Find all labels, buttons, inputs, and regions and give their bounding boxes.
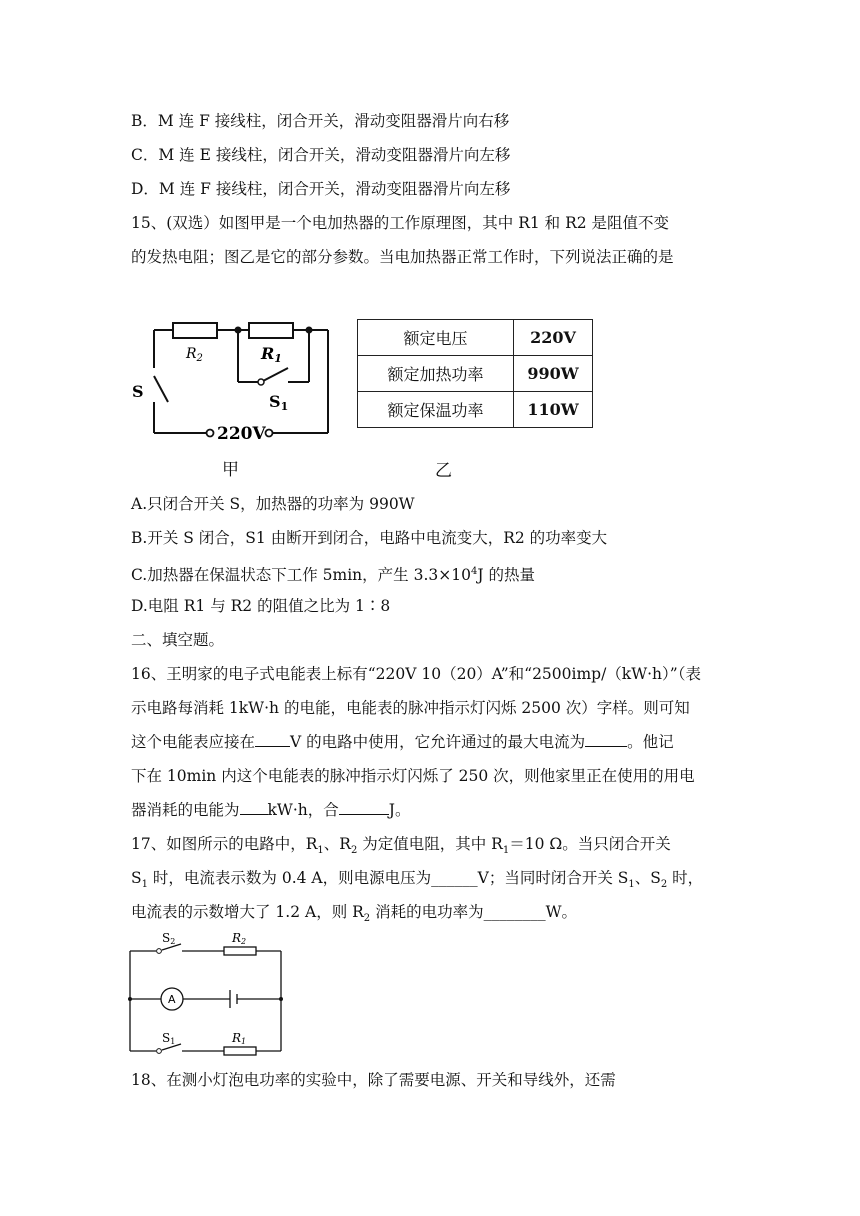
answer-blank[interactable] xyxy=(255,732,290,747)
r2-label: R2 xyxy=(232,931,247,946)
q16-line2: 示电路每消耗 1kW·h 的电能，电能表的脉冲指示灯闪烁 2500 次）字样。则可知 xyxy=(131,699,690,717)
s1-label: S1 xyxy=(162,1031,176,1046)
param-key: 额定加热功率 xyxy=(358,356,514,392)
heater-circuit-diagram xyxy=(128,318,338,443)
option-b-prev: B．M 连 F 接线柱，闭合开关，滑动变阻器滑片向右移 xyxy=(131,112,510,130)
option-c-prev: C．M 连 E 接线柱，闭合开关，滑动变阻器滑片向左移 xyxy=(131,146,511,164)
param-value: 990W xyxy=(514,356,593,392)
q16-line4: 下在 10min 内这个电能表的脉冲指示灯闪烁了 250 次，则他家里正在使用的用电 xyxy=(131,767,695,785)
param-value: 110W xyxy=(514,392,593,428)
resistor-r2 xyxy=(224,947,256,955)
s-label: S xyxy=(132,382,144,401)
q15-option-a: A.只闭合开关 S，加热器的功率为 990W xyxy=(131,495,415,513)
param-key: 额定保温功率 xyxy=(358,392,514,428)
answer-blank[interactable] xyxy=(585,732,627,747)
s2-label: S2 xyxy=(162,931,176,946)
q16-line3: 这个电能表应接在 V 的电路中使用，它允许通过的最大电流为 。他记 xyxy=(131,733,674,751)
answer-blank[interactable] xyxy=(240,800,268,815)
table-row xyxy=(358,356,593,392)
q17-line3: 电流表的示数增大了 1.2 A，则 $R_2$ 消耗的电功率为________W。 xyxy=(131,903,578,925)
switch-s1 xyxy=(263,368,288,381)
q16-line5: 器消耗的电能为 kW·h，合 J。 xyxy=(131,801,411,819)
option-d-prev: D．M 连 F 接线柱，闭合开关，滑动变阻器滑片向左移 xyxy=(131,180,511,198)
table-row xyxy=(358,392,593,428)
param-value: 220V xyxy=(514,320,593,356)
q17-line2: $S_1$ 时，电流表示数为 0.4 A，则电源电压为______V；当同时闭合开关 $S_1$、$S_2$ 时， xyxy=(131,869,704,891)
q15-option-d: D.电阻 R1 与 R2 的阻值之比为 1∶8 xyxy=(131,597,391,615)
table-row xyxy=(358,320,593,356)
parameter-table xyxy=(357,319,593,428)
answer-blank[interactable] xyxy=(339,800,389,815)
voltage-label: 220V xyxy=(217,424,266,443)
q15-line1: 15、(双选）如图甲是一个电加热器的工作原理图，其中 R1 和 R2 是阻值不变 xyxy=(131,214,670,232)
q15-option-c: C.加热器在保温状态下工作 5min，产生 $3.3\times 10^4J$ 的热量 xyxy=(131,566,535,585)
param-key: 额定电压 xyxy=(358,320,514,356)
q15-option-b: B.开关 S 闭合，S1 由断开到闭合，电路中电流变大，R2 的功率变大 xyxy=(131,529,608,547)
r1-label: R1 xyxy=(261,344,282,365)
q15-line2: 的发热电阻；图乙是它的部分参数。当电加热器正常工作时，下列说法正确的是 xyxy=(131,248,674,266)
q16-line1: 16、王明家的电子式电能表上标有“220V 10（20）A”和“2500imp/（kW·h）”（表 xyxy=(131,665,701,683)
resistor-r1 xyxy=(224,1047,256,1055)
switch-s xyxy=(154,376,168,402)
r1-resistor xyxy=(249,323,293,338)
caption-yi: 乙 xyxy=(435,461,452,481)
ammeter-label: A xyxy=(168,993,176,1006)
section-title: 二、填空题。 xyxy=(131,631,225,649)
r2-resistor xyxy=(173,323,217,338)
q18-line1: 18、在测小灯泡电功率的实验中，除了需要电源、开关和导线外，还需 xyxy=(131,1071,616,1089)
caption-jia: 甲 xyxy=(222,460,239,480)
r1-label: R1 xyxy=(232,1031,247,1046)
q17-line1: 17、如图所示的电路中，$R_1$、$R_2$ 为定值电阻，其中 $R_1=10$ Ω。当只闭合开关 xyxy=(131,835,671,857)
s1-label: S1 xyxy=(269,392,289,413)
r2-label: $R_2$ xyxy=(186,346,203,364)
q17-circuit-diagram xyxy=(126,928,286,1058)
